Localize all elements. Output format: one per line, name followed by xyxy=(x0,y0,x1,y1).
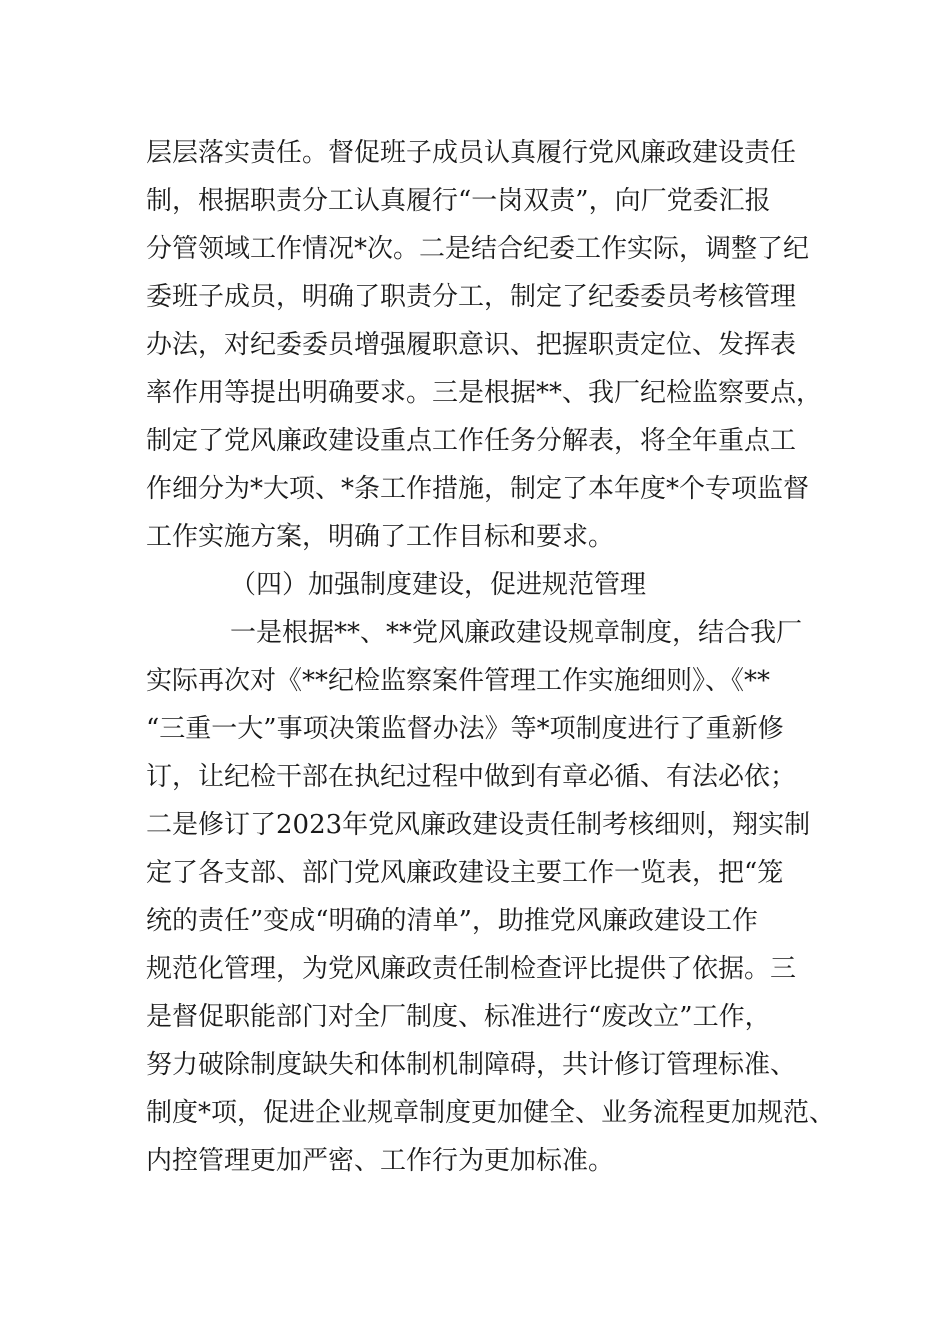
paragraph-2-line-10: 努力破除制度缺失和体制机制障碍，共计修订管理标准、 xyxy=(146,1050,797,1080)
paragraph-1-line-4: 委班子成员，明确了职责分工，制定了纪委委员考核管理 xyxy=(146,282,797,312)
paragraph-2-line-12: 内控管理更加严密、工作行为更加标准。 xyxy=(146,1146,615,1176)
paragraph-2-line-2: 实际再次对《**纪检监察案件管理工作实施细则》、《** xyxy=(146,666,771,696)
paragraph-2-line-3: “三重一大”事项决策监督办法》等*项制度进行了重新修 xyxy=(146,714,784,744)
section-heading: （四）加强制度建设，促进规范管理 xyxy=(230,570,647,600)
paragraph-1-line-2: 制，根据职责分工认真履行“一岗双责”，向厂党委汇报 xyxy=(146,186,771,216)
paragraph-2-line-1: 一是根据**、**党风廉政建设规章制度，结合我厂 xyxy=(230,618,803,648)
paragraph-1-line-8: 作细分为*大项、*条工作措施，制定了本年度*个专项监督 xyxy=(146,474,810,504)
paragraph-2-line-4: 订，让纪检干部在执纪过程中做到有章必循、有法必依； xyxy=(146,762,797,792)
paragraph-2-line-8: 规范化管理，为党风廉政责任制检查评比提供了依据。三 xyxy=(146,954,797,984)
paragraph-1-line-6: 率作用等提出明确要求。三是根据**、我厂纪检监察要点， xyxy=(146,378,823,408)
paragraph-2-line-6: 定了各支部、部门党风廉政建设主要工作一览表，把“笼 xyxy=(146,858,784,888)
paragraph-2-line-7: 统的责任”变成“明确的清单”，助推党风廉政建设工作 xyxy=(146,906,758,936)
paragraph-1-line-3: 分管领域工作情况*次。二是结合纪委工作实际，调整了纪 xyxy=(146,234,810,264)
paragraph-1-line-7: 制定了党风廉政建设重点工作任务分解表，将全年重点工 xyxy=(146,426,797,456)
paragraph-1-line-1: 层层落实责任。督促班子成员认真履行党风廉政建设责任 xyxy=(146,138,797,168)
paragraph-1-line-9: 工作实施方案，明确了工作目标和要求。 xyxy=(146,522,615,552)
paragraph-2-line-9: 是督促职能部门对全厂制度、标准进行“废改立”工作， xyxy=(146,1002,771,1032)
paragraph-2-line-11: 制度*项，促进企业规章制度更加健全、业务流程更加规范、 xyxy=(146,1098,836,1128)
paragraph-2-line-5: 二是修订了2023年党风廉政建设责任制考核细则，翔实制 xyxy=(146,810,811,840)
paragraph-1-line-5: 办法，对纪委委员增强履职意识、把握职责定位、发挥表 xyxy=(146,330,797,360)
